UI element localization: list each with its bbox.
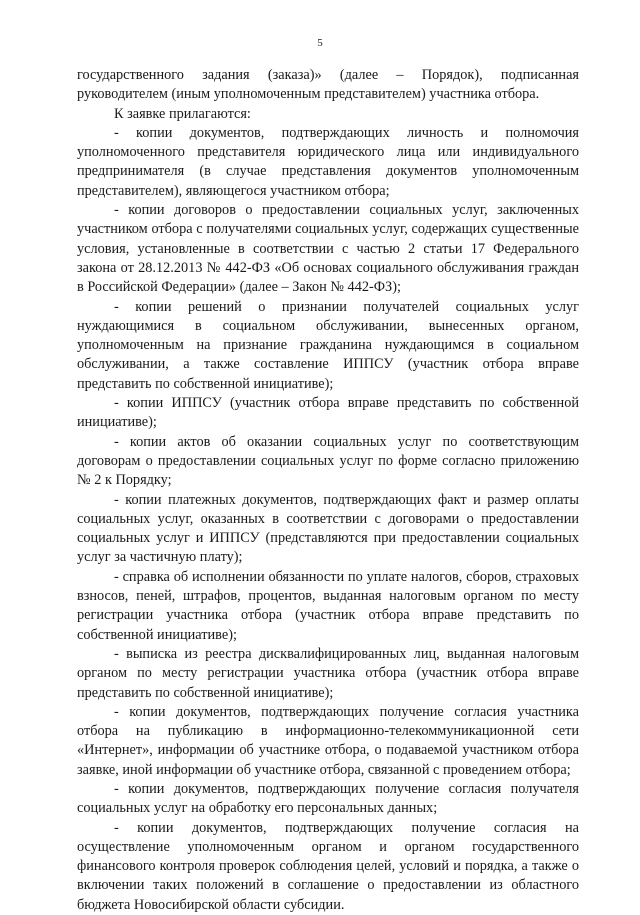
list-item-payment-documents: - копии платежных документов, подтверждающих факт и размер оплаты социальных услуг, оказанных в соответствии с договорами о предоставлении социальных услуг и ИППСУ (представляются при предоставлении социальных услуг за частичную плату); xyxy=(77,491,579,566)
list-item-service-contracts: - копии договоров о предоставлении социальных услуг, заключенных участником отбора с получателями социальных услуг, содержащих существенные условия, установленные в соответствии с частью 2 статьи 17 Федерального закона от 28.12.2013 № 442-ФЗ «Об основах социального обслуживания граждан в Российской Федерации» (далее – Закон № 442-ФЗ); xyxy=(77,202,579,296)
list-item-audit-consent: - копии документов, подтверждающих получение согласия на осуществление уполномоченным органом и органом государственного финансового контроля проверок соблюдения целей, условий и порядка, а также о включении таких положений в соглашение о предоставлении из областного бюджета Новосибирской области субсидии. xyxy=(77,819,579,913)
list-item-publication-consent: - копии документов, подтверждающих получение согласия участника отбора на публикацию в информационно-телекоммуникационной сети «Интернет», информации об участнике отбора, о подаваемой участником отбора заявке, иной информации об участнике отбора, связанной с проведением отбора; xyxy=(77,703,579,778)
list-item-tax-certificate: - справка об исполнении обязанности по уплате налогов, сборов, страховых взносов, пеней, штрафов, процентов, выданная налоговым органом по месту регистрации участника отбора (участник отбора вправе представить по собственной инициативе); xyxy=(77,568,579,643)
document-body xyxy=(77,66,579,915)
list-item-identity-documents: - копии документов, подтверждающих личность и полномочия уполномоченного представителя юридического лица или индивидуального предпринимателя (в случае представления документов уполномоченным представителем), являющегося участником отбора; xyxy=(77,124,579,199)
list-item-service-acts: - копии актов об оказании социальных услуг по соответствующим договорам о предоставлении социальных услуг по форме согласно приложению № 2 к Порядку; xyxy=(77,433,579,489)
list-item-personal-data-consent: - копии документов, подтверждающих получение согласия получателя социальных услуг на обработку его персональных данных; xyxy=(77,780,579,817)
page-number: 5 xyxy=(317,37,323,49)
paragraph-attachments-intro: К заявке прилагаются: xyxy=(114,105,251,122)
paragraph-continuation: государственного задания (заказа)» (далее – Порядок), подписанная руководителем (иным уполномоченным представителем) участника отбора. xyxy=(77,67,579,103)
list-item-ippsu-copies: - копии ИППСУ (участник отбора вправе представить по собственной инициативе); xyxy=(77,395,579,431)
list-item-need-decisions: - копии решений о признании получателей социальных услуг нуждающимися в социальном обслуживании, вынесенных органом, уполномоченным на признание гражданина нуждающимся в социальном обслуживании, а также составление ИППСУ (участник отбора вправе представить по собственной инициативе); xyxy=(77,298,579,392)
list-item-disqualified-registry: - выписка из реестра дисквалифицированных лиц, выданная налоговым органом по месту регистрации участника отбора (участник отбора вправе представить по собственной инициативе); xyxy=(77,645,579,701)
